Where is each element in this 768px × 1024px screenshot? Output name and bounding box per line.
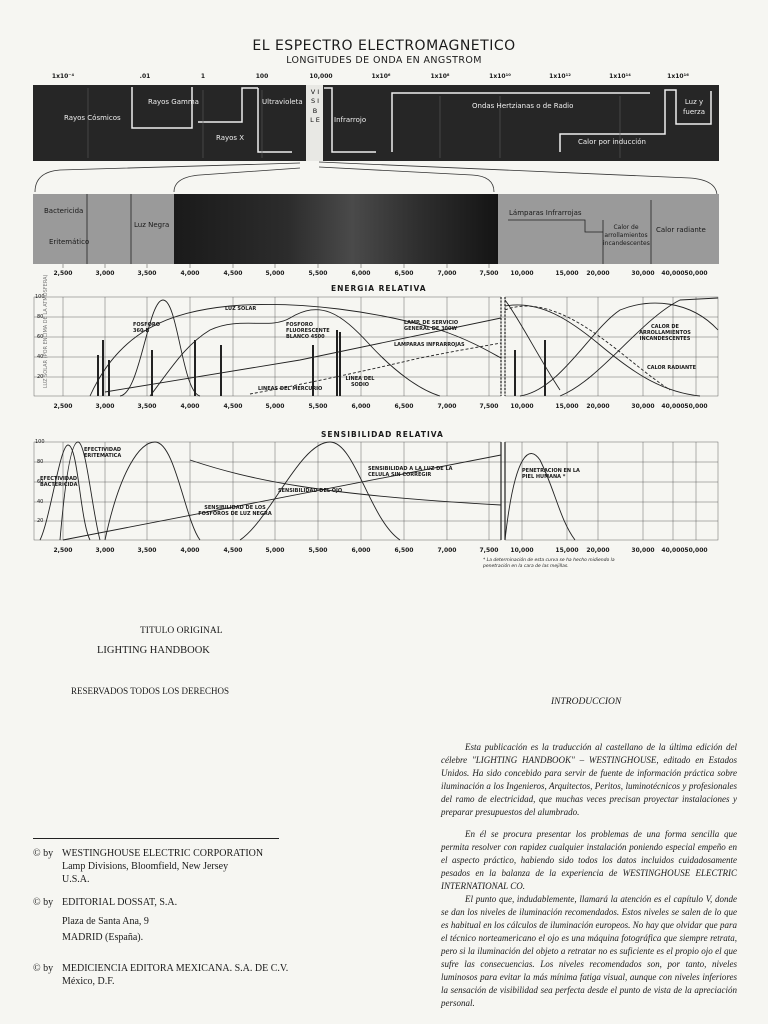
tick-label: 6,500	[394, 547, 414, 554]
tick-label: 2,500	[53, 270, 73, 277]
tick-label: 10,000	[510, 547, 534, 554]
sub-band-calor-radiante: Calor radiante	[656, 226, 706, 234]
copyright-symbol: © by	[33, 848, 54, 859]
original-title: LIGHTING HANDBOOK	[97, 645, 210, 656]
tick-label: 15,000	[555, 403, 579, 410]
annotation-fosforo: FOSFORO 360-B	[133, 322, 161, 334]
introduction-paragraph: En él se procura presentar los problemas de una forma sencilla que permita resolver con rapidez cualquier instalación poniendo especial empeño en el aspecto práctico, habiendo sido todos los datos incluidos cuidadosamente pesados en la balanza de la experiencia de WESTINGHOUSE ELECTRIC INTERNATIONAL CO.	[441, 829, 737, 891]
tick-label: 6,500	[394, 270, 414, 277]
copyright-name: WESTINGHOUSE ELECTRIC CORPORATION	[62, 848, 264, 859]
tick-label: 7,000	[437, 270, 457, 277]
tick-label: 50,000	[684, 547, 708, 554]
annotation-sensibilidad-fosforos: SENSIBILIDAD DE LOS FOSFOROS DE LUZ NEGRA	[198, 505, 272, 517]
band-infrarrojo: Infrarrojo	[334, 116, 367, 124]
y-tick-label: 80	[37, 314, 44, 320]
annotation-penetracion: PENETRACION EN LA PIEL HUMANA *	[522, 468, 580, 480]
tick-label: 5,000	[265, 403, 285, 410]
tick-label: 3,500	[137, 547, 157, 554]
y-tick-label: 80	[37, 459, 44, 465]
tick-label: 4,000	[180, 547, 200, 554]
tick-label: 7,500	[479, 547, 499, 554]
copyright-address: Plaza de Santa Ana, 9	[62, 916, 149, 927]
sensitivity-chart-title: SENSIBILIDAD RELATIVA	[321, 430, 444, 439]
tick-label: 5,500	[308, 547, 328, 554]
y-tick-label: 40	[37, 499, 44, 505]
y-tick-label: 60	[37, 479, 44, 485]
annotation-luz-solar-atmosfera: LUZ SOLAR (POR ENCIMA DE LA ATMOSFERA)	[43, 274, 49, 388]
scale-label: 100	[255, 73, 269, 80]
tick-label: 4,500	[223, 270, 243, 277]
scale-label: 1x10¹²	[549, 73, 571, 80]
page-title: EL ESPECTRO ELECTROMAGNETICO	[252, 38, 516, 54]
sensitivity-footnote: * La determinación de esta curva se ha hecho midiendo la penetración en la cara de las mejillas.	[483, 558, 615, 569]
tick-label: 5,000	[265, 547, 285, 554]
band-calor-induccion: Calor por inducción	[578, 138, 646, 146]
sub-band-bactericida: Bactericida	[44, 207, 84, 215]
tick-label: 30,000	[631, 403, 655, 410]
sub-band-lamparas-infrarrojas: Lámparas Infrarrojas	[509, 209, 582, 217]
band-rayos-x: Rayos X	[216, 134, 245, 142]
tick-label: 4,500	[223, 403, 243, 410]
introduction-paragraph: Esta publicación es la traducción al castellano de la última edición del célebre "LIGHTING HANDBOOK" – WESTINGHOUSE, editado en Estados Unidos. Ha sido concebido para servir de fuente de información práctica sobre iluminación a los Ingenieros, Arquitectos, Peritos, luminotécnicos y profesionales del ramo de electricidad, que muchas veces precisan proyectar instalaciones y preparar presupuestos del alumbrado.	[441, 742, 737, 817]
y-tick-label: 100	[35, 439, 45, 445]
scale-label: 1x10¹⁴	[609, 73, 631, 80]
annotation-linea-sodio: LINEA DEL SODIO	[345, 376, 375, 388]
tick-label: 3,500	[137, 403, 157, 410]
page-subtitle: LONGITUDES DE ONDA EN ANGSTROM	[286, 55, 482, 66]
copyright-symbol: © by	[33, 963, 54, 974]
tick-label: 20,000	[586, 547, 610, 554]
tick-label: 5,000	[265, 270, 285, 277]
copyright-westinghouse	[33, 847, 263, 886]
annotation-efectividad-bactericida: EFECTIVIDAD BACTERICIDA	[40, 476, 78, 488]
tick-label: 2,500	[53, 547, 73, 554]
band-luz-fuerza: Luz y fuerza	[682, 98, 706, 116]
tick-label: 3,000	[95, 547, 115, 554]
tick-label: 3,000	[95, 403, 115, 410]
y-tick-label: 20	[37, 374, 44, 380]
tick-label: 20,000	[586, 270, 610, 277]
energy-chart-title: ENERGIA RELATIVA	[331, 284, 427, 293]
tick-label: 15,000	[555, 547, 579, 554]
annotation-calor-arrollamientos: CALOR DE ARROLLAMIENTOS INCANDESCENTES	[639, 324, 691, 342]
scale-label: 1x10¹⁰	[489, 73, 511, 80]
tick-label: 20,000	[586, 403, 610, 410]
introduction-heading: INTRODUCCION	[551, 697, 622, 707]
copyright-name: MEDICIENCIA EDITORA MEXICANA. S.A. DE C.V.	[62, 963, 289, 974]
annotation-sensibilidad-celula: SENSIBILIDAD A LA LUZ DE LA CELULA SIN CORREGIR	[368, 466, 453, 478]
annotation-lamp-servicio: LAMP. DE SERVICIO GENERAL DE 300W	[404, 320, 459, 332]
copyright-name: EDITORIAL DOSSAT, S.A.	[62, 897, 178, 908]
tick-label: 4,000	[180, 270, 200, 277]
tick-label: 6,500	[394, 403, 414, 410]
tick-label: 7,000	[437, 403, 457, 410]
tick-label: 2,500	[53, 403, 73, 410]
scale-label: 1x10⁻⁴	[51, 73, 75, 80]
scale-label: 10,000	[309, 73, 333, 80]
tick-label: 4,000	[180, 403, 200, 410]
introduction-paragraph: El punto que, indudablemente, llamará la atención es el capítulo V, donde se dan los niveles de iluminación recomendados. Estos niveles se salen de lo que es habitual en los cálculos de iluminación europeos. No hay que olvidar que para el técnico norteamericano el ojo es una máquina fotográfica que siempre retrata, pero si la iluminación del objeto a retratar no es suficiente es el propio ojo el que sufre las consecuencias. Los niveles recomendados son, por tanto, niveles luminosos para evitar la más mínima fatiga visual, aunque con niveles inferiores la sensación de visibilidad sea perfecta desde el punto de vista de la apreciación personal.	[441, 894, 737, 1008]
sub-band-calor-arrollamientos: Calor de arrollamientos incandescentes	[603, 224, 650, 247]
annotation-fosforo-fluorescente: FOSFORO FLUORESCENTE BLANCO 4500	[286, 322, 330, 340]
copyright-mediciencia	[33, 962, 288, 988]
tick-label: 3,500	[137, 270, 157, 277]
copyright-symbol: © by	[33, 897, 54, 908]
tick-label: 15,000	[555, 270, 579, 277]
tick-label: 5,500	[308, 403, 328, 410]
band-visible: V I S I B L E	[310, 88, 320, 125]
y-tick-label: 100	[35, 294, 45, 300]
tick-label: 7,000	[437, 547, 457, 554]
band-rayos-cosmicos: Rayos Cósmicos	[64, 114, 121, 122]
y-tick-label: 40	[37, 354, 44, 360]
tick-label: 40,000	[661, 270, 685, 277]
band-ondas-hertzianas: Ondas Hertzianas o de Radio	[472, 102, 574, 110]
tick-label: 7,500	[479, 270, 499, 277]
copyright-address: MADRID (España).	[62, 932, 144, 943]
scale-label: 1x10⁶	[371, 73, 391, 80]
scale-label: 1x10⁸	[430, 73, 450, 80]
sub-band-luz-negra: Luz Negra	[134, 221, 170, 229]
copyright-address: U.S.A.	[62, 874, 90, 885]
copyright-address: México, D.F.	[62, 976, 115, 987]
scale-label: 1	[200, 73, 206, 80]
tick-label: 3,000	[95, 270, 115, 277]
annotation-calor-radiante: CALOR RADIANTE	[647, 365, 696, 371]
tick-label: 40,000	[661, 403, 685, 410]
tick-label: 40,000	[661, 547, 685, 554]
original-title-label: TITULO ORIGINAL	[140, 626, 223, 636]
annotation-lamparas-infrarrojas: LAMPARAS INFRARROJAS	[394, 342, 465, 348]
tick-label: 50,000	[684, 270, 708, 277]
tick-label: 5,500	[308, 270, 328, 277]
tick-label: 6,000	[351, 270, 371, 277]
divider	[33, 838, 279, 839]
annotation-luz-solar: LUZ SOLAR	[225, 306, 257, 312]
band-rayos-gamma: Rayos Gamma	[148, 98, 199, 106]
copyright-address: Lamp Divisions, Bloomfield, New Jersey	[62, 861, 229, 872]
tick-label: 7,500	[479, 403, 499, 410]
rights-reserved: RESERVADOS TODOS LOS DERECHOS	[71, 686, 230, 696]
tick-label: 10,000	[510, 403, 534, 410]
band-ultravioleta: Ultravioleta	[262, 98, 303, 106]
tick-label: 4,500	[223, 547, 243, 554]
copyright-dossat	[33, 896, 177, 944]
scale-label: .01	[139, 73, 151, 80]
tick-label: 30,000	[631, 270, 655, 277]
tick-label: 6,000	[351, 547, 371, 554]
y-tick-label: 20	[37, 518, 44, 524]
annotation-efectividad-eritematica: EFECTIVIDAD ERITEMATICA	[84, 447, 122, 459]
tick-label: 10,000	[510, 270, 534, 277]
scale-label: 1x10¹⁶	[667, 73, 689, 80]
annotation-lineas-mercurio: LINEAS DEL MERCURIO	[258, 386, 323, 392]
tick-label: 50,000	[684, 403, 708, 410]
y-tick-label: 60	[37, 334, 44, 340]
annotation-sensibilidad-ojo: SENSIBILIDAD DEL OJO	[278, 488, 343, 494]
tick-label: 30,000	[631, 547, 655, 554]
sub-band-eritematico: Eritemático	[49, 238, 90, 246]
tick-label: 6,000	[351, 403, 371, 410]
